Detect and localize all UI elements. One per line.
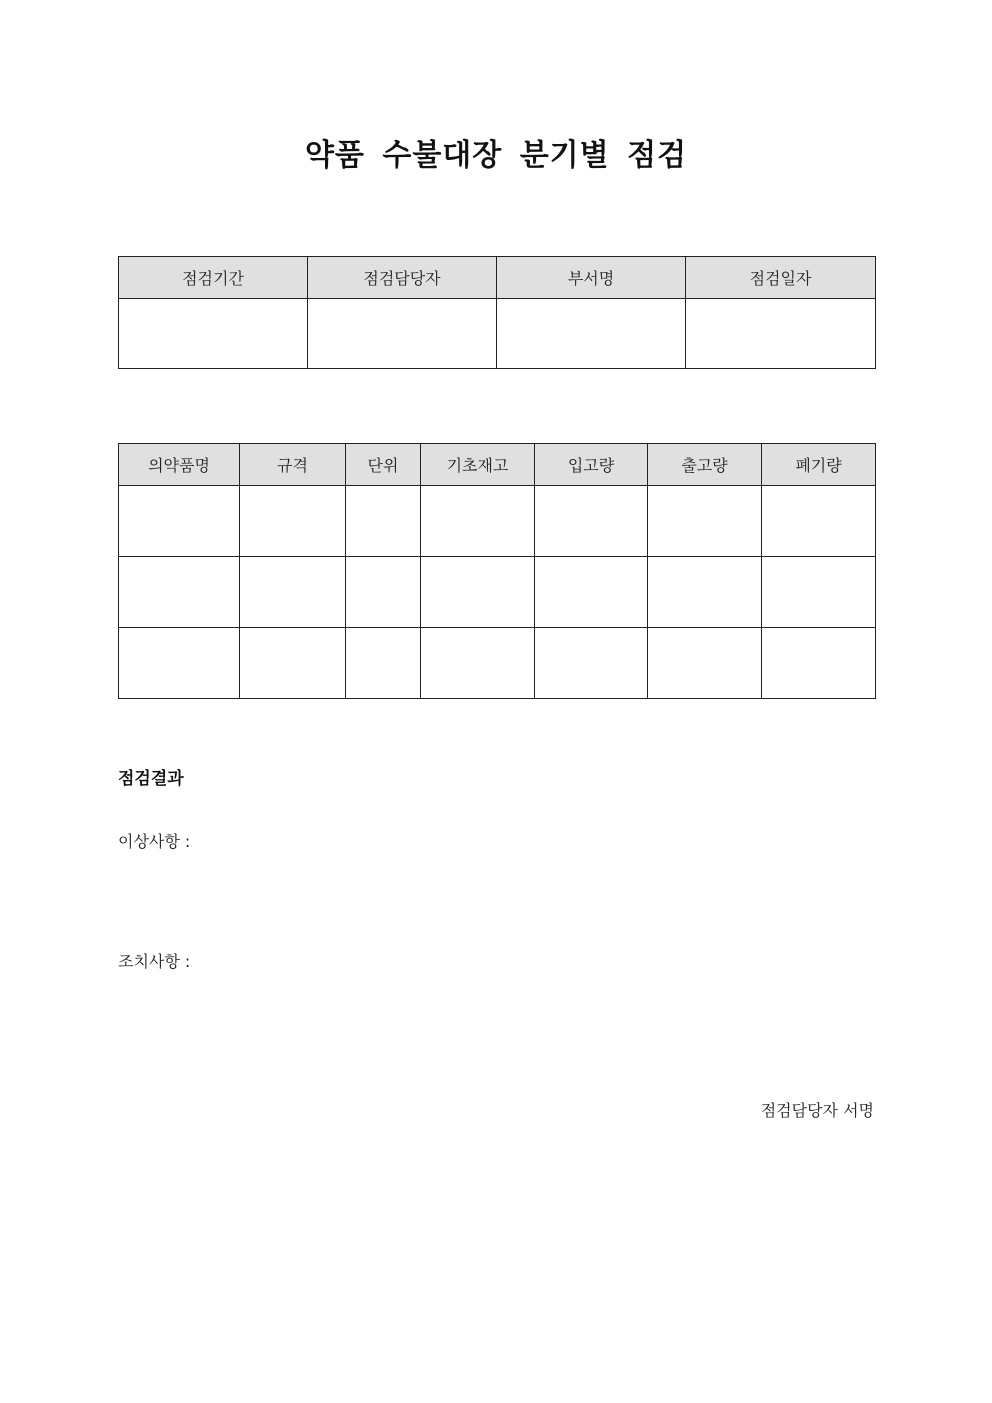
table-cell[interactable] xyxy=(119,628,240,699)
header-drug-name: 의약품명 xyxy=(119,444,240,486)
table-cell[interactable] xyxy=(119,557,240,628)
table-cell[interactable] xyxy=(535,557,648,628)
header-department: 부서명 xyxy=(497,257,686,299)
table-cell[interactable] xyxy=(762,486,876,557)
table-cell[interactable] xyxy=(421,486,535,557)
header-specification: 규격 xyxy=(240,444,346,486)
header-disposed-qty: 폐기량 xyxy=(762,444,876,486)
cell-inspection-date[interactable] xyxy=(686,299,876,369)
table-cell[interactable] xyxy=(346,557,421,628)
cell-inspector[interactable] xyxy=(308,299,497,369)
table-cell[interactable] xyxy=(762,557,876,628)
document-title: 약품 수불대장 분기별 점검 xyxy=(304,138,688,173)
table-header-row xyxy=(119,444,876,486)
table-cell[interactable] xyxy=(240,628,346,699)
inspection-info-table xyxy=(118,256,876,369)
table-cell[interactable] xyxy=(648,486,762,557)
table-row xyxy=(119,299,876,369)
table-cell[interactable] xyxy=(535,628,648,699)
table-cell[interactable] xyxy=(648,557,762,628)
table-cell[interactable] xyxy=(535,486,648,557)
header-inspection-date: 점검일자 xyxy=(686,257,876,299)
table-cell[interactable] xyxy=(421,557,535,628)
table-row xyxy=(119,557,876,628)
header-inspection-period: 점검기간 xyxy=(119,257,308,299)
table-cell[interactable] xyxy=(240,557,346,628)
table-cell[interactable] xyxy=(346,628,421,699)
anomaly-label: 이상사항 : xyxy=(118,832,191,851)
cell-inspection-period[interactable] xyxy=(119,299,308,369)
table-cell[interactable] xyxy=(762,628,876,699)
table-cell[interactable] xyxy=(346,486,421,557)
table-cell[interactable] xyxy=(648,628,762,699)
header-opening-stock: 기초재고 xyxy=(421,444,535,486)
header-unit: 단위 xyxy=(346,444,421,486)
drug-ledger-table xyxy=(118,443,876,699)
results-heading: 점검결과 xyxy=(118,769,184,789)
table-header-row xyxy=(119,257,876,299)
header-received-qty: 입고량 xyxy=(535,444,648,486)
table-row xyxy=(119,486,876,557)
inspector-signature-label: 점검담당자 서명 xyxy=(760,1101,874,1120)
table-cell[interactable] xyxy=(240,486,346,557)
header-inspector: 점검담당자 xyxy=(308,257,497,299)
table-cell[interactable] xyxy=(421,628,535,699)
cell-department[interactable] xyxy=(497,299,686,369)
table-row xyxy=(119,628,876,699)
action-label: 조치사항 : xyxy=(118,952,191,971)
table-cell[interactable] xyxy=(119,486,240,557)
header-issued-qty: 출고량 xyxy=(648,444,762,486)
